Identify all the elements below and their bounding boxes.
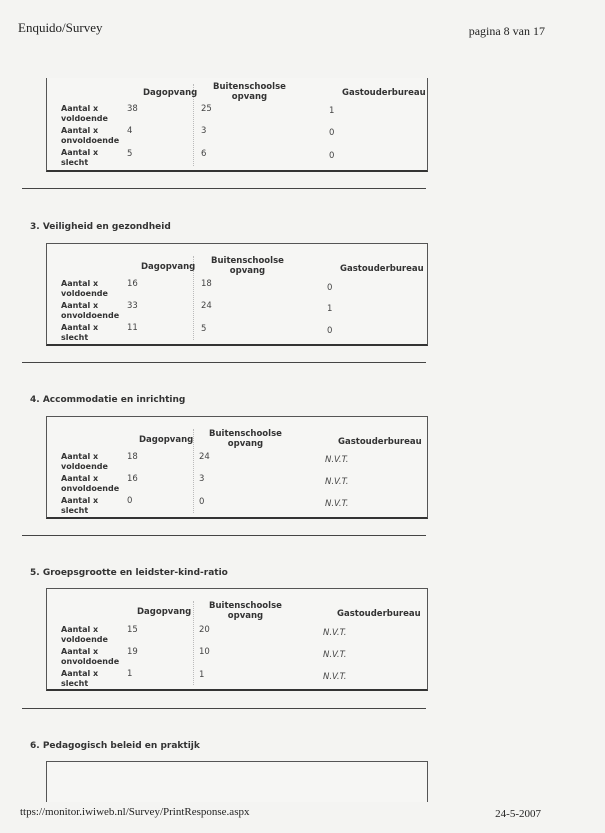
- page-header-title: Enquido/Survey: [18, 20, 103, 35]
- cell: 0: [327, 283, 333, 293]
- cell: 25: [201, 104, 212, 114]
- cell: 0: [327, 326, 333, 336]
- cell: 24: [199, 452, 210, 462]
- col-header-gastouderbureau: Gastouderbureau: [342, 88, 426, 98]
- cell: 16: [127, 474, 138, 484]
- section-title: 3. Veiligheid en gezondheid: [30, 222, 171, 232]
- row-label-slecht: Aantal x slecht: [61, 148, 99, 167]
- cell: 18: [127, 452, 138, 462]
- cell: 38: [127, 104, 138, 114]
- page-footer-date: 24-5-2007: [495, 808, 541, 820]
- cell: N.V.T.: [323, 672, 347, 682]
- col-header-gastouderbureau: Gastouderbureau: [338, 437, 422, 447]
- cell: 3: [199, 474, 205, 484]
- row-label-onvoldoende: Aantal x onvoldoende: [61, 474, 120, 493]
- section-title: 5. Groepsgrootte en leidster-kind-ratio: [30, 568, 228, 578]
- cell: N.V.T.: [325, 499, 349, 509]
- cell: 33: [127, 301, 138, 311]
- cell: 20: [199, 625, 210, 635]
- row-label-onvoldoende: Aantal x onvoldoende: [61, 301, 120, 320]
- cell: 1: [127, 669, 133, 679]
- results-table-previous: [46, 78, 428, 172]
- row-label-voldoende: Aantal x voldoende: [61, 104, 108, 123]
- cell: 3: [201, 126, 207, 136]
- cell: 6: [201, 149, 207, 159]
- col-header-dagopvang: Dagopvang: [141, 262, 196, 272]
- results-table-veiligheid: [46, 243, 428, 346]
- section-separator: [22, 188, 426, 189]
- cell: 16: [127, 279, 138, 289]
- cell: N.V.T.: [323, 650, 347, 660]
- row-label-slecht: Aantal x slecht: [61, 496, 99, 515]
- row-label-voldoende: Aantal x voldoende: [61, 625, 108, 644]
- col-header-gastouderbureau: Gastouderbureau: [340, 264, 424, 274]
- col-header-dagopvang: Dagopvang: [143, 88, 198, 98]
- section-separator: [22, 708, 426, 709]
- section-title: 6. Pedagogisch beleid en praktijk: [30, 741, 200, 751]
- cell: 4: [127, 126, 133, 136]
- row-label-slecht: Aantal x slecht: [61, 669, 99, 688]
- cell: 5: [201, 324, 207, 334]
- cell: 18: [201, 279, 212, 289]
- col-header-buitenschoolse: Buitenschoolse opvang: [209, 601, 282, 621]
- cell: 15: [127, 625, 138, 635]
- cell: N.V.T.: [325, 477, 349, 487]
- section-separator: [22, 362, 426, 363]
- results-table-accommodatie: [46, 416, 428, 519]
- results-table-groepsgrootte: [46, 588, 428, 691]
- cell: 0: [329, 128, 335, 138]
- col-header-dagopvang: Dagopvang: [137, 607, 192, 617]
- cell: 10: [199, 647, 210, 657]
- section-separator: [22, 535, 426, 536]
- cell: 1: [327, 304, 333, 314]
- page-number: pagina 8 van 17: [468, 24, 545, 38]
- row-label-voldoende: Aantal x voldoende: [61, 279, 108, 298]
- cell: 0: [199, 497, 205, 507]
- section-title: 4. Accommodatie en inrichting: [30, 395, 186, 405]
- results-table-pedagogisch: [46, 761, 428, 802]
- row-label-voldoende: Aantal x voldoende: [61, 452, 108, 471]
- cell: 0: [329, 151, 335, 161]
- cell: 11: [127, 323, 138, 333]
- page-footer-url: ttps://monitor.iwiweb.nl/Survey/PrintResponse.aspx: [20, 806, 250, 818]
- cell: 19: [127, 647, 138, 657]
- col-header-gastouderbureau: Gastouderbureau: [337, 609, 421, 619]
- row-label-onvoldoende: Aantal x onvoldoende: [61, 126, 120, 145]
- col-header-buitenschoolse: Buitenschoolse opvang: [211, 256, 284, 276]
- row-label-onvoldoende: Aantal x onvoldoende: [61, 647, 120, 666]
- cell: N.V.T.: [323, 628, 347, 638]
- cell: 24: [201, 301, 212, 311]
- col-header-dagopvang: Dagopvang: [139, 435, 194, 445]
- row-label-slecht: Aantal x slecht: [61, 323, 99, 342]
- cell: 1: [199, 670, 205, 680]
- col-header-buitenschoolse: Buitenschoolse opvang: [209, 429, 282, 449]
- cell: 5: [127, 149, 133, 159]
- cell: 0: [127, 496, 133, 506]
- cell: N.V.T.: [325, 455, 349, 465]
- col-header-buitenschoolse: Buitenschoolse opvang: [213, 82, 286, 102]
- cell: 1: [329, 106, 335, 116]
